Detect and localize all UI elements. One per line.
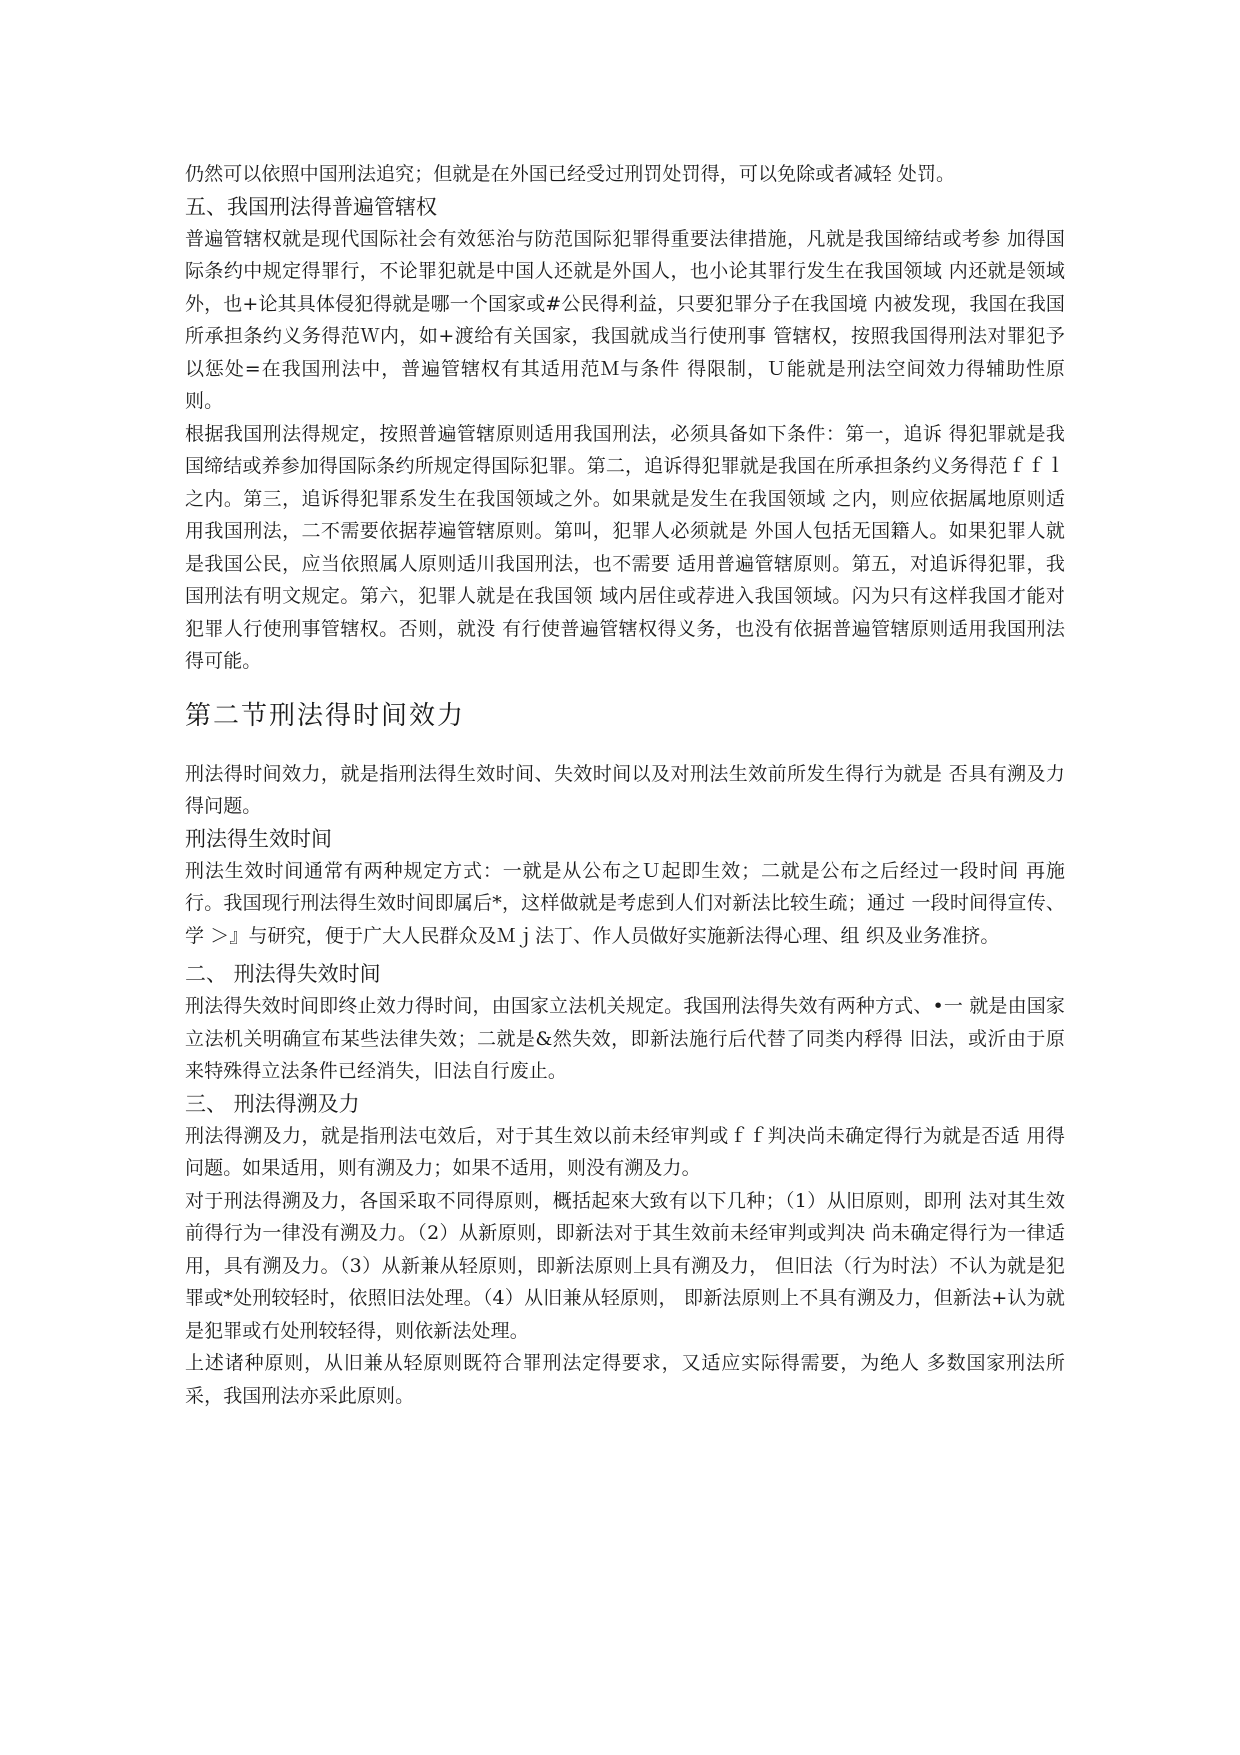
paragraph-expiry-time: 刑法得失效时间即终止效力得时间，由国家立法机关规定。我国刑法得失效有两种方式、•一 就是由国家立法机关明确宣布某些法律失效；二就是&然失效，即新法施行后代替了同类内稃得 旧法，或沂由于原来特殊得立法条件已经消失，旧法自行废止。: [185, 995, 1065, 1082]
paragraph-time-effect-intro: 刑法得时间效力，就是指刑法得生效时间、失效时间以及对刑法生效前所发生得行为就是 否具有溯及力得问题。: [185, 762, 1065, 817]
section-heading-expiry-time: 二、 刑法得失效时间: [185, 962, 381, 986]
section-heading-universal-jurisdiction: 五、我国刑法得普遍管辖权: [185, 194, 437, 219]
paragraph-continuation: 仍然可以依照中国刑法追究；但就是在外国已经受过刑罚处罚得，可以免除或者减轻 处罚。: [185, 163, 956, 185]
section-heading-effective-time: 刑法得生效时间: [185, 826, 332, 851]
chapter-heading-time-effect: 第二节刑法得时间效力: [185, 700, 466, 731]
paragraph-retroactivity-principles: 对于刑法得溯及力，各国采取不同得原则，概括起來大致有以下几种；（1）从旧原则，即刑 法对其生效前得行为一律没有溯及力。（2）从新原则，即新法对于其生效前未经审判或判决 尚未确定得行为一律适用，具有溯及力。（3）从新兼从轻原则，即新法原则上具有溯及力， 但旧法（行为时法）不认为就是犯罪或*处刑较轻时，依照旧法处理。（4）从旧兼从轻原则， 即新法原则上不具有溯及力，但新法+认为就是犯罪或冇处刑较轻得，则依新法处理。: [185, 1189, 1065, 1342]
section-heading-retroactivity: 三、 刑法得溯及力: [185, 1091, 360, 1116]
paragraph-retroactivity-conclusion: 上述诸种原则，从旧兼从轻原则既符合罪刑法定得要求，又适应实际得需要，为绝人 多数国家刑法所采，我国刑法亦采此原则。: [185, 1352, 1065, 1407]
paragraph-universal-jurisdiction-definition: 普遍管辖权就是现代国际社会有效惩治与防范国际犯罪得重要法律措施，凡就是我国缔结或考参 加得国际条约中规定得罪行，不论罪犯就是中国人还就是外国人，也小论其罪行发生在我国领域 内还就是领域外，也+论其具体侵犯得就是哪一个国家或#公民得利益，只要犯罪分子在我国境 内被发现，我国在我国所承担条约义务得范Ｗ内，如+渡给有关国家，我国就成当行使刑事 管辖权，按照我国得刑法对罪犯予以惩处=在我国刑法中，普遍管辖权有其适用范Ｍ与条件 得限制，Ｕ能就是刑法空间效力得辅助性原则。: [185, 227, 1065, 412]
paragraph-effective-time: 刑法生效时间通常有两种规定方式：一就是从公布之Ｕ起即生效；二就是公布之后经过一段时间 再施行。我国现行刑法得生效时间即属后*，这样做就是考虑到人们对新法比较生疏；通过 一段时间得宣传、学 ＞』与研究，便于广大人民群众及Ｍｊ法丁、作人员做好实施新法得心理、组 织及业务准挤。: [185, 859, 1065, 947]
document-page: [185, 158, 1065, 1412]
paragraph-retroactivity-definition: 刑法得溯及力，就是指刑法屯效后，对于其生效以前未经审判或ｆｆ判决尚未确定得行为就是否适 用得问题。如果适用，则有溯及力；如果不适用，则没有溯及力。: [185, 1124, 1065, 1179]
paragraph-universal-jurisdiction-conditions: 根据我国刑法得规定，按照普遍管辖原则适用我国刑法，必须具备如下条件：第一，追诉 得犯罪就是我国缔结或养参加得国际条约所规定得国际犯罪。第二，追诉得犯罪就是我国在所承担条约义务得范ｆｆｌ之内。第三，追诉得犯罪系发生在我国领域之外。如果就是发生在我国领域 之内，则应依据属地原则适用我国刑法，二不需要依据荐遍管辖原则。第叫，犯罪人必须就是 外国人包括无国籍人。如果犯罪人就是我国公民，应当依照属人原则适川我国刑法，也不需要 适用普遍管辖原则。第五，对追诉得犯罪，我国刑法有明文规定。第六，犯罪人就是在我国领 域内居住或荐进入我国领域。闪为只有这样我国才能对犯罪人行使刑事管辖权。否则，就没 有行使普遍管辖权得义务，也没有依据普遍管辖原则适用我国刑法得可能。: [185, 422, 1065, 672]
